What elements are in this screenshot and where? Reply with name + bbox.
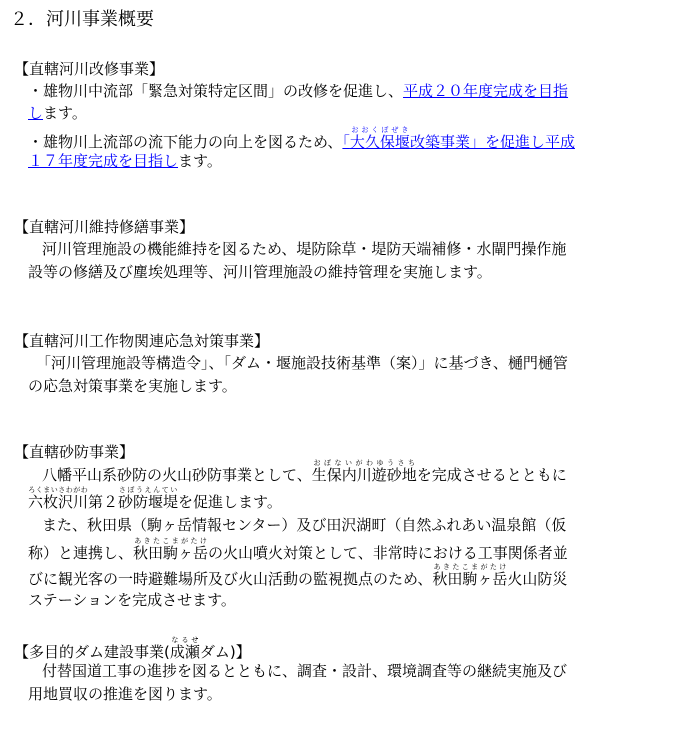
rokumaisawa-river-ruby — [28, 486, 89, 511]
ruby-base: 六枚沢川 — [28, 493, 89, 511]
link-part: 「 — [342, 133, 350, 151]
bullet-text: ・雄物川上流部の流下能力の向上を図るため、 — [28, 133, 343, 151]
text-part: 八幡平山系砂防の火山砂防事業として、 — [42, 466, 312, 484]
paragraph-line: また、秋田県（駒ヶ岳情報センター）及び田沢湖町（自然ふれあい温泉館（仮 — [42, 516, 567, 534]
paragraph-line — [42, 459, 567, 486]
text-part: を促進します。 — [178, 493, 282, 511]
text-part: 火山防災 — [507, 570, 568, 588]
akita-komagatake-ruby — [432, 563, 508, 588]
section-heading-erosion-control: 【直轄砂防事業】 — [14, 443, 135, 461]
paragraph-line — [28, 537, 568, 564]
paragraph-line: 付替国道工事の進捗を図るとともに、調査・設計、環境調査等の継続実施及び — [42, 662, 568, 680]
bullet-upper-reach-cont — [28, 150, 222, 172]
paragraph-line: の応急対策事業を実施します。 — [28, 377, 237, 395]
link-okubo-weir-project[interactable] — [342, 126, 575, 151]
ruby-base: 成瀬 — [169, 643, 200, 661]
link-part: 改築事業」を促進し平成 — [409, 133, 575, 151]
paragraph-line — [28, 563, 567, 590]
text-part: びに観光客の一時避難場所及び火山活動の監視拠点のため、 — [28, 570, 433, 588]
ruby-reading: おおくぼぜき — [349, 126, 410, 134]
section-heading-naruse-dam — [14, 636, 251, 663]
akita-komagatake-ruby — [133, 537, 209, 562]
okubo-weir-ruby — [349, 126, 410, 151]
sabo-dam-ruby — [118, 486, 179, 511]
bullet-middle-reach — [28, 80, 568, 102]
ruby-reading: さぼうえんてい — [118, 486, 179, 494]
section-heading-river-improvement: 【直轄河川改修事業】 — [14, 60, 165, 78]
bullet-middle-reach-cont — [28, 102, 87, 124]
text-part: 称）と連携し、 — [28, 544, 134, 562]
naruse-ruby — [169, 636, 200, 661]
bullet-upper-reach — [28, 126, 575, 153]
paragraph-line — [28, 486, 282, 513]
paragraph-line: 「河川管理施設等構造令」、「ダム・堰施設技術基準（案）」に基づき、樋門樋管 — [36, 354, 568, 372]
ruby-base: 大久保堰 — [349, 133, 410, 151]
text-part: ダム)】 — [199, 643, 251, 661]
paragraph-line: 用地買収の推進を図ります。 — [28, 685, 222, 703]
link-2005-completion[interactable]: １７年度完成を目指し — [28, 152, 179, 170]
text-part: 【多目的ダム建設事業( — [14, 643, 170, 661]
text-part: の火山噴火対策として、非常時における工事関係者並 — [208, 544, 568, 562]
ruby-base: 秋田駒ヶ岳 — [133, 544, 209, 562]
link-2008-completion-cont[interactable]: し — [28, 104, 44, 122]
ruby-reading: あきたこまがたけ — [432, 563, 508, 571]
ruby-reading: ろくまいさわがわ — [28, 486, 89, 494]
bullet-tail: ます。 — [43, 104, 87, 122]
link-2008-completion[interactable]: 平成２０年度完成を目指 — [403, 82, 569, 100]
section-heading-river-maintenance: 【直轄河川維持修繕事業】 — [14, 218, 195, 236]
page-title: ２．河川事業概要 — [10, 9, 154, 30]
bullet-text: ・雄物川中流部「緊急対策特定区間」の改修を促進し、 — [28, 82, 404, 100]
ruby-reading: あきたこまがたけ — [133, 537, 209, 545]
section-heading-emergency-measures: 【直轄河川工作物関連応急対策事業】 — [14, 332, 270, 350]
ruby-base: 砂防堰堤 — [118, 493, 179, 511]
ruby-reading: おぼないがわゆうさち — [311, 459, 417, 467]
text-part: 第２ — [88, 493, 119, 511]
obonai-river-ruby — [311, 459, 417, 484]
bullet-tail: ます。 — [178, 152, 222, 170]
paragraph-line: 設等の修繕及び塵埃処理等、河川管理施設の維持管理を実施します。 — [28, 263, 492, 281]
text-part: を完成させるとともに — [416, 466, 567, 484]
ruby-base: 生保内川遊砂地 — [311, 466, 417, 484]
paragraph-line: ステーションを完成させます。 — [28, 591, 236, 609]
ruby-base: 秋田駒ヶ岳 — [432, 570, 508, 588]
ruby-reading: なるせ — [169, 636, 200, 644]
paragraph-line: 河川管理施設の機能維持を図るため、堤防除草・堤防天端補修・水閘門操作施 — [42, 240, 567, 258]
